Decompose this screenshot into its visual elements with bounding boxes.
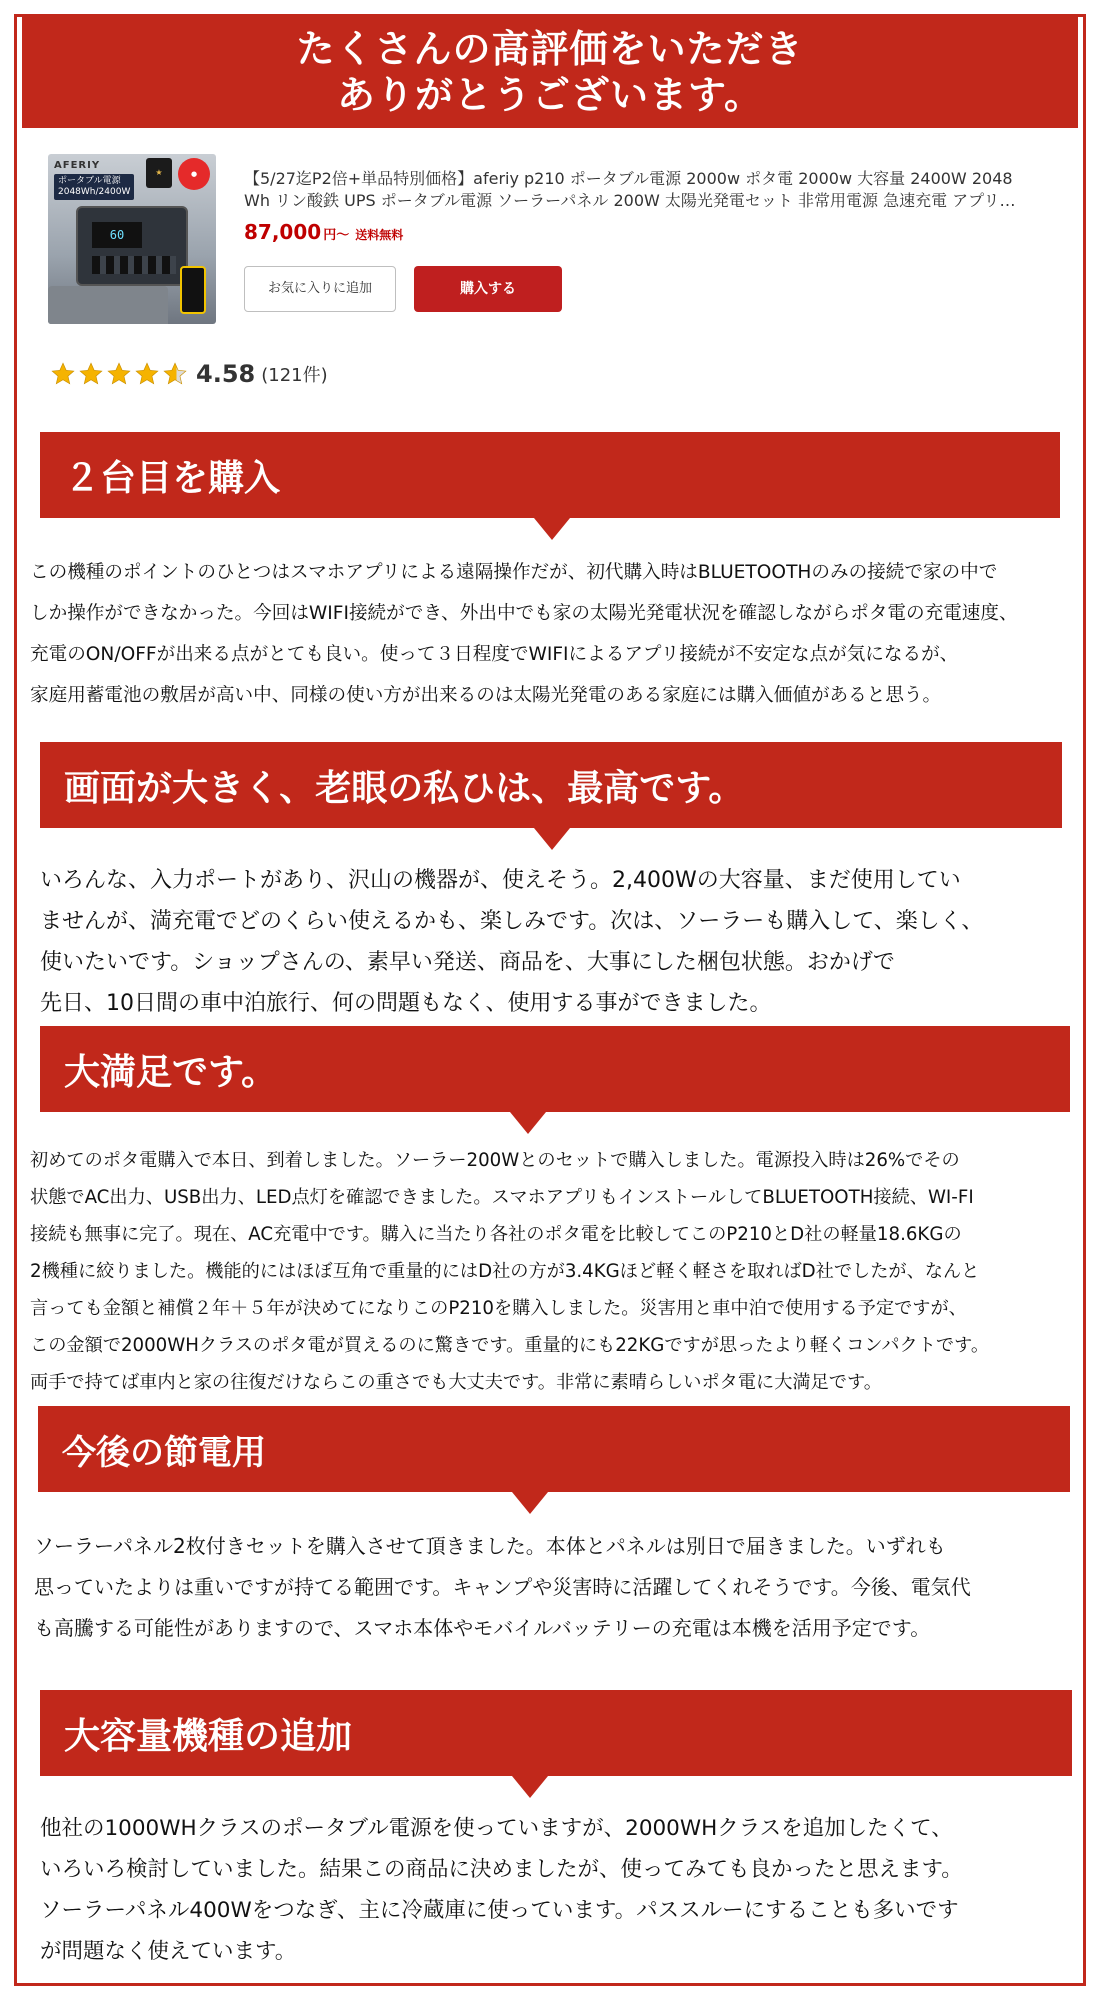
review-line: 両手で持てば車内と家の往復だけならこの重さでも大丈夫です。非常に素晴らしいポタ電に大満足です。 <box>30 1372 882 1393</box>
review-title: 今後の節電用 <box>62 1432 266 1473</box>
rating-summary <box>50 360 328 388</box>
review-line: 充電のON/OFFが出来る点がとても良い。使って３日程度でWIFIによるアプリ接続が不安定な点が気になるが、 <box>30 644 959 665</box>
price-row <box>244 220 403 244</box>
star-icon <box>78 361 104 387</box>
product-image-label-line1: ポータブル電源 <box>58 176 121 186</box>
review-line: いろんな、入力ポートがあり、沢山の機器が、使えそう。2,400Wの大容量、まだ使用してい <box>40 868 961 893</box>
pointer-arrow-icon <box>534 518 570 540</box>
product-card <box>48 154 1058 334</box>
review-line: ソーラーパネル400Wをつなぎ、主に冷蔵庫に使っています。パススルーにすることも多いです <box>40 1898 959 1923</box>
star-icon <box>106 361 132 387</box>
review-body <box>34 1526 971 1649</box>
review-line: いろいろ検討していました。結果この商品に決めましたが、使ってみても良かったと思えます。 <box>40 1857 963 1882</box>
pointer-arrow-icon <box>512 1492 548 1514</box>
review-line: も高騰する可能性がありますので、スマホ本体やモバイルバッテリーの充電は本機を活用予定です。 <box>34 1616 931 1640</box>
product-image-label-line2: 2048Wh/2400W <box>58 187 131 197</box>
review-line: 先日、10日間の車中泊旅行、何の問題もなく、使用する事ができました。 <box>40 991 772 1016</box>
review-body <box>30 1142 989 1401</box>
review-line: ソーラーパネル2枚付きセットを購入させて頂きました。本体とパネルは別日で届きました。いずれも <box>34 1534 946 1558</box>
review-line: 状態でAC出力、USB出力、LED点灯を確認できました。スマホアプリもインストールしてBLUETOOTH接続、WI-FI <box>30 1187 974 1208</box>
price-suffix: 円～ <box>323 228 350 243</box>
review-title-bar <box>40 742 1062 828</box>
review-line: この機種のポイントのひとつはスマホアプリによる遠隔操作だが、初代購入時はBLUETOOTHのみの接続で家の中で <box>30 562 998 583</box>
power-station-icon <box>76 206 188 286</box>
review-body <box>40 1808 963 1972</box>
review-line: 他社の1000WHクラスのポータブル電源を使っていますが、2000WHクラスを追加したくて、 <box>40 1816 953 1841</box>
product-image[interactable] <box>48 154 216 324</box>
review-line: しか操作ができなかった。今回はWIFI接続ができ、外出中でも家の太陽光発電状況を確認しながらポタ電の充電速度、 <box>30 603 1018 624</box>
storage-bag-icon <box>48 286 168 324</box>
product-image-label <box>54 174 134 200</box>
review-title-bar <box>40 1690 1072 1776</box>
review-body <box>30 552 1018 716</box>
review-title: 大容量機種の追加 <box>64 1715 353 1757</box>
review-line: 思っていたよりは重いですが持てる範囲です。キャンプや災害時に活躍してくれそうです。今後、電気代 <box>34 1575 971 1599</box>
smartphone-icon <box>180 266 206 314</box>
pointer-arrow-icon <box>512 1776 548 1798</box>
review-title-bar <box>40 432 1060 518</box>
point-badge-icon: ● <box>178 158 210 190</box>
review-line: 初めてのポタ電購入で本日、到着しました。ソーラー200Wとのセットで購入しました。電源投入時は26%でその <box>30 1150 960 1171</box>
review-title: 大満足です。 <box>64 1051 278 1093</box>
free-shipping-label: 送料無料 <box>355 228 404 242</box>
review-body <box>40 860 983 1024</box>
review-line: ませんが、満充電でどのくらい使えるかも、楽しみです。次は、ソーラーも購入して、楽しく、 <box>40 909 984 934</box>
device-screen: 60 <box>92 222 142 248</box>
review-line: 2機種に絞りました。機能的にはほぼ互角で重量的にはD社の方が3.4KGほど軽く軽さを取ればD社でしたが、なんと <box>30 1261 980 1282</box>
rating-count[interactable]: (121件) <box>261 365 328 386</box>
pointer-arrow-icon <box>510 1112 546 1134</box>
product-title-line-1: 【5/27迄P2倍+単品特別価格】aferiy p210 ポータブル電源 2000w ポタ電 2000w 大容量 2400W 2048 <box>244 169 1013 188</box>
banner-line-1: たくさんの高評価をいただき <box>296 27 804 71</box>
review-line: 言っても金額と補償２年＋５年が決めてになりこのP210を購入しました。災害用と車中泊で使用する予定ですが、 <box>30 1298 967 1319</box>
review-line: 家庭用蓄電池の敷居が高い中、同様の使い方が出来るのは太陽光発電のある家庭には購入価値があると思う。 <box>30 685 942 706</box>
review-title: 画面が大きく、老眼の私ひは、最高です。 <box>64 767 745 809</box>
review-line: 接続も無事に完了。現在、AC充電中です。購入に当たり各社のポタ電を比較してこのP210とD社の軽量18.6KGの <box>30 1224 962 1245</box>
product-title-line-2: Wh リン酸鉄 UPS ポータブル電源 ソーラーパネル 200W 太陽光発電セット 非常用電源 急速充電 アプリ… <box>244 191 1016 210</box>
review-title: ２台目を購入 <box>64 457 281 499</box>
review-title-bar <box>38 1406 1070 1492</box>
thanks-banner <box>22 16 1078 128</box>
buy-button[interactable]: 購入する <box>414 266 562 312</box>
rating-score: 4.58 <box>196 360 256 388</box>
review-line: この金額で2000WHクラスのポタ電が買えるのに驚きです。重量的にも22KGですが思ったより軽くコンパクトです。 <box>30 1335 990 1356</box>
star-icon <box>162 361 188 387</box>
rating-stars <box>50 361 190 387</box>
add-to-favorites-button[interactable]: お気に入りに追加 <box>244 266 396 312</box>
award-badge-icon: ★ <box>146 158 172 188</box>
star-icon <box>50 361 76 387</box>
product-image-logo: AFERIY <box>54 160 101 171</box>
product-title-link[interactable] <box>244 168 1054 212</box>
review-line: 使いたいです。ショップさんの、素早い発送、商品を、大事にした梱包状態。おかげで <box>40 950 895 975</box>
device-ports <box>92 256 176 274</box>
pointer-arrow-icon <box>534 828 570 850</box>
star-icon <box>134 361 160 387</box>
product-price: 87,000 <box>244 220 322 244</box>
review-title-bar <box>40 1026 1070 1112</box>
banner-line-2: ありがとうございます。 <box>337 73 763 117</box>
review-line: が問題なく使えています。 <box>40 1939 297 1964</box>
